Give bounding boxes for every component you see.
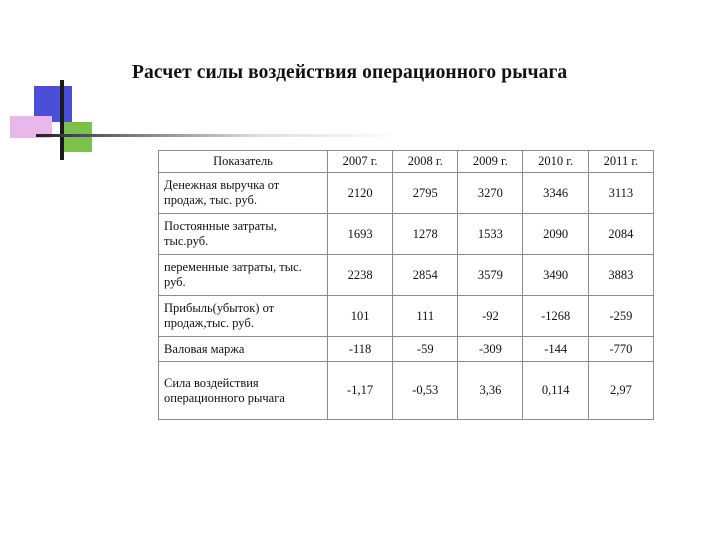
cell-value: -309 — [458, 337, 523, 362]
row-label: Прибыль(убыток) от продаж,тыс. руб. — [159, 296, 328, 337]
row-label: Валовая маржа — [159, 337, 328, 362]
decor-vertical-line — [60, 80, 64, 160]
cell-value: -259 — [588, 296, 653, 337]
cell-value: 1278 — [393, 214, 458, 255]
cell-value: -0,53 — [393, 362, 458, 420]
cell-value: -770 — [588, 337, 653, 362]
cell-value: 3579 — [458, 255, 523, 296]
cell-value: 1533 — [458, 214, 523, 255]
decor-horizontal-line — [36, 134, 406, 137]
slide-title: Расчет силы воздействия операционного рычага — [132, 62, 568, 83]
data-table — [158, 150, 654, 420]
row-label: Постоянные затраты, тыс.руб. — [159, 214, 328, 255]
cell-value: -1,17 — [327, 362, 392, 420]
header-2009: 2009 г. — [458, 151, 523, 173]
cell-value: -92 — [458, 296, 523, 337]
row-label: Сила воздействия операционного рычага — [159, 362, 328, 420]
cell-value: 3490 — [523, 255, 588, 296]
cell-value: 3270 — [458, 173, 523, 214]
cell-value: 2,97 — [588, 362, 653, 420]
header-indicator: Показатель — [159, 151, 328, 173]
cell-value: 0,114 — [523, 362, 588, 420]
decor-green-square — [62, 122, 92, 152]
row-label: переменные затраты, тыс. руб. — [159, 255, 328, 296]
table-row — [159, 337, 654, 362]
header-2010: 2010 г. — [523, 151, 588, 173]
cell-value: 3883 — [588, 255, 653, 296]
cell-value: -118 — [327, 337, 392, 362]
table-row — [159, 296, 654, 337]
row-label: Денежная выручка от продаж, тыс. руб. — [159, 173, 328, 214]
cell-value: -1268 — [523, 296, 588, 337]
header-2008: 2008 г. — [393, 151, 458, 173]
cell-value: 3113 — [588, 173, 653, 214]
cell-value: 2120 — [327, 173, 392, 214]
table-row — [159, 173, 654, 214]
cell-value: 2084 — [588, 214, 653, 255]
header-2007: 2007 г. — [327, 151, 392, 173]
cell-value: 2795 — [393, 173, 458, 214]
header-2011: 2011 г. — [588, 151, 653, 173]
table-row — [159, 362, 654, 420]
table-row — [159, 214, 654, 255]
cell-value: 2090 — [523, 214, 588, 255]
cell-value: 2238 — [327, 255, 392, 296]
table-header-row — [159, 151, 654, 173]
cell-value: -144 — [523, 337, 588, 362]
table-row — [159, 255, 654, 296]
cell-value: 3346 — [523, 173, 588, 214]
cell-value: 3,36 — [458, 362, 523, 420]
cell-value: -59 — [393, 337, 458, 362]
cell-value: 101 — [327, 296, 392, 337]
cell-value: 2854 — [393, 255, 458, 296]
cell-value: 1693 — [327, 214, 392, 255]
cell-value: 111 — [393, 296, 458, 337]
